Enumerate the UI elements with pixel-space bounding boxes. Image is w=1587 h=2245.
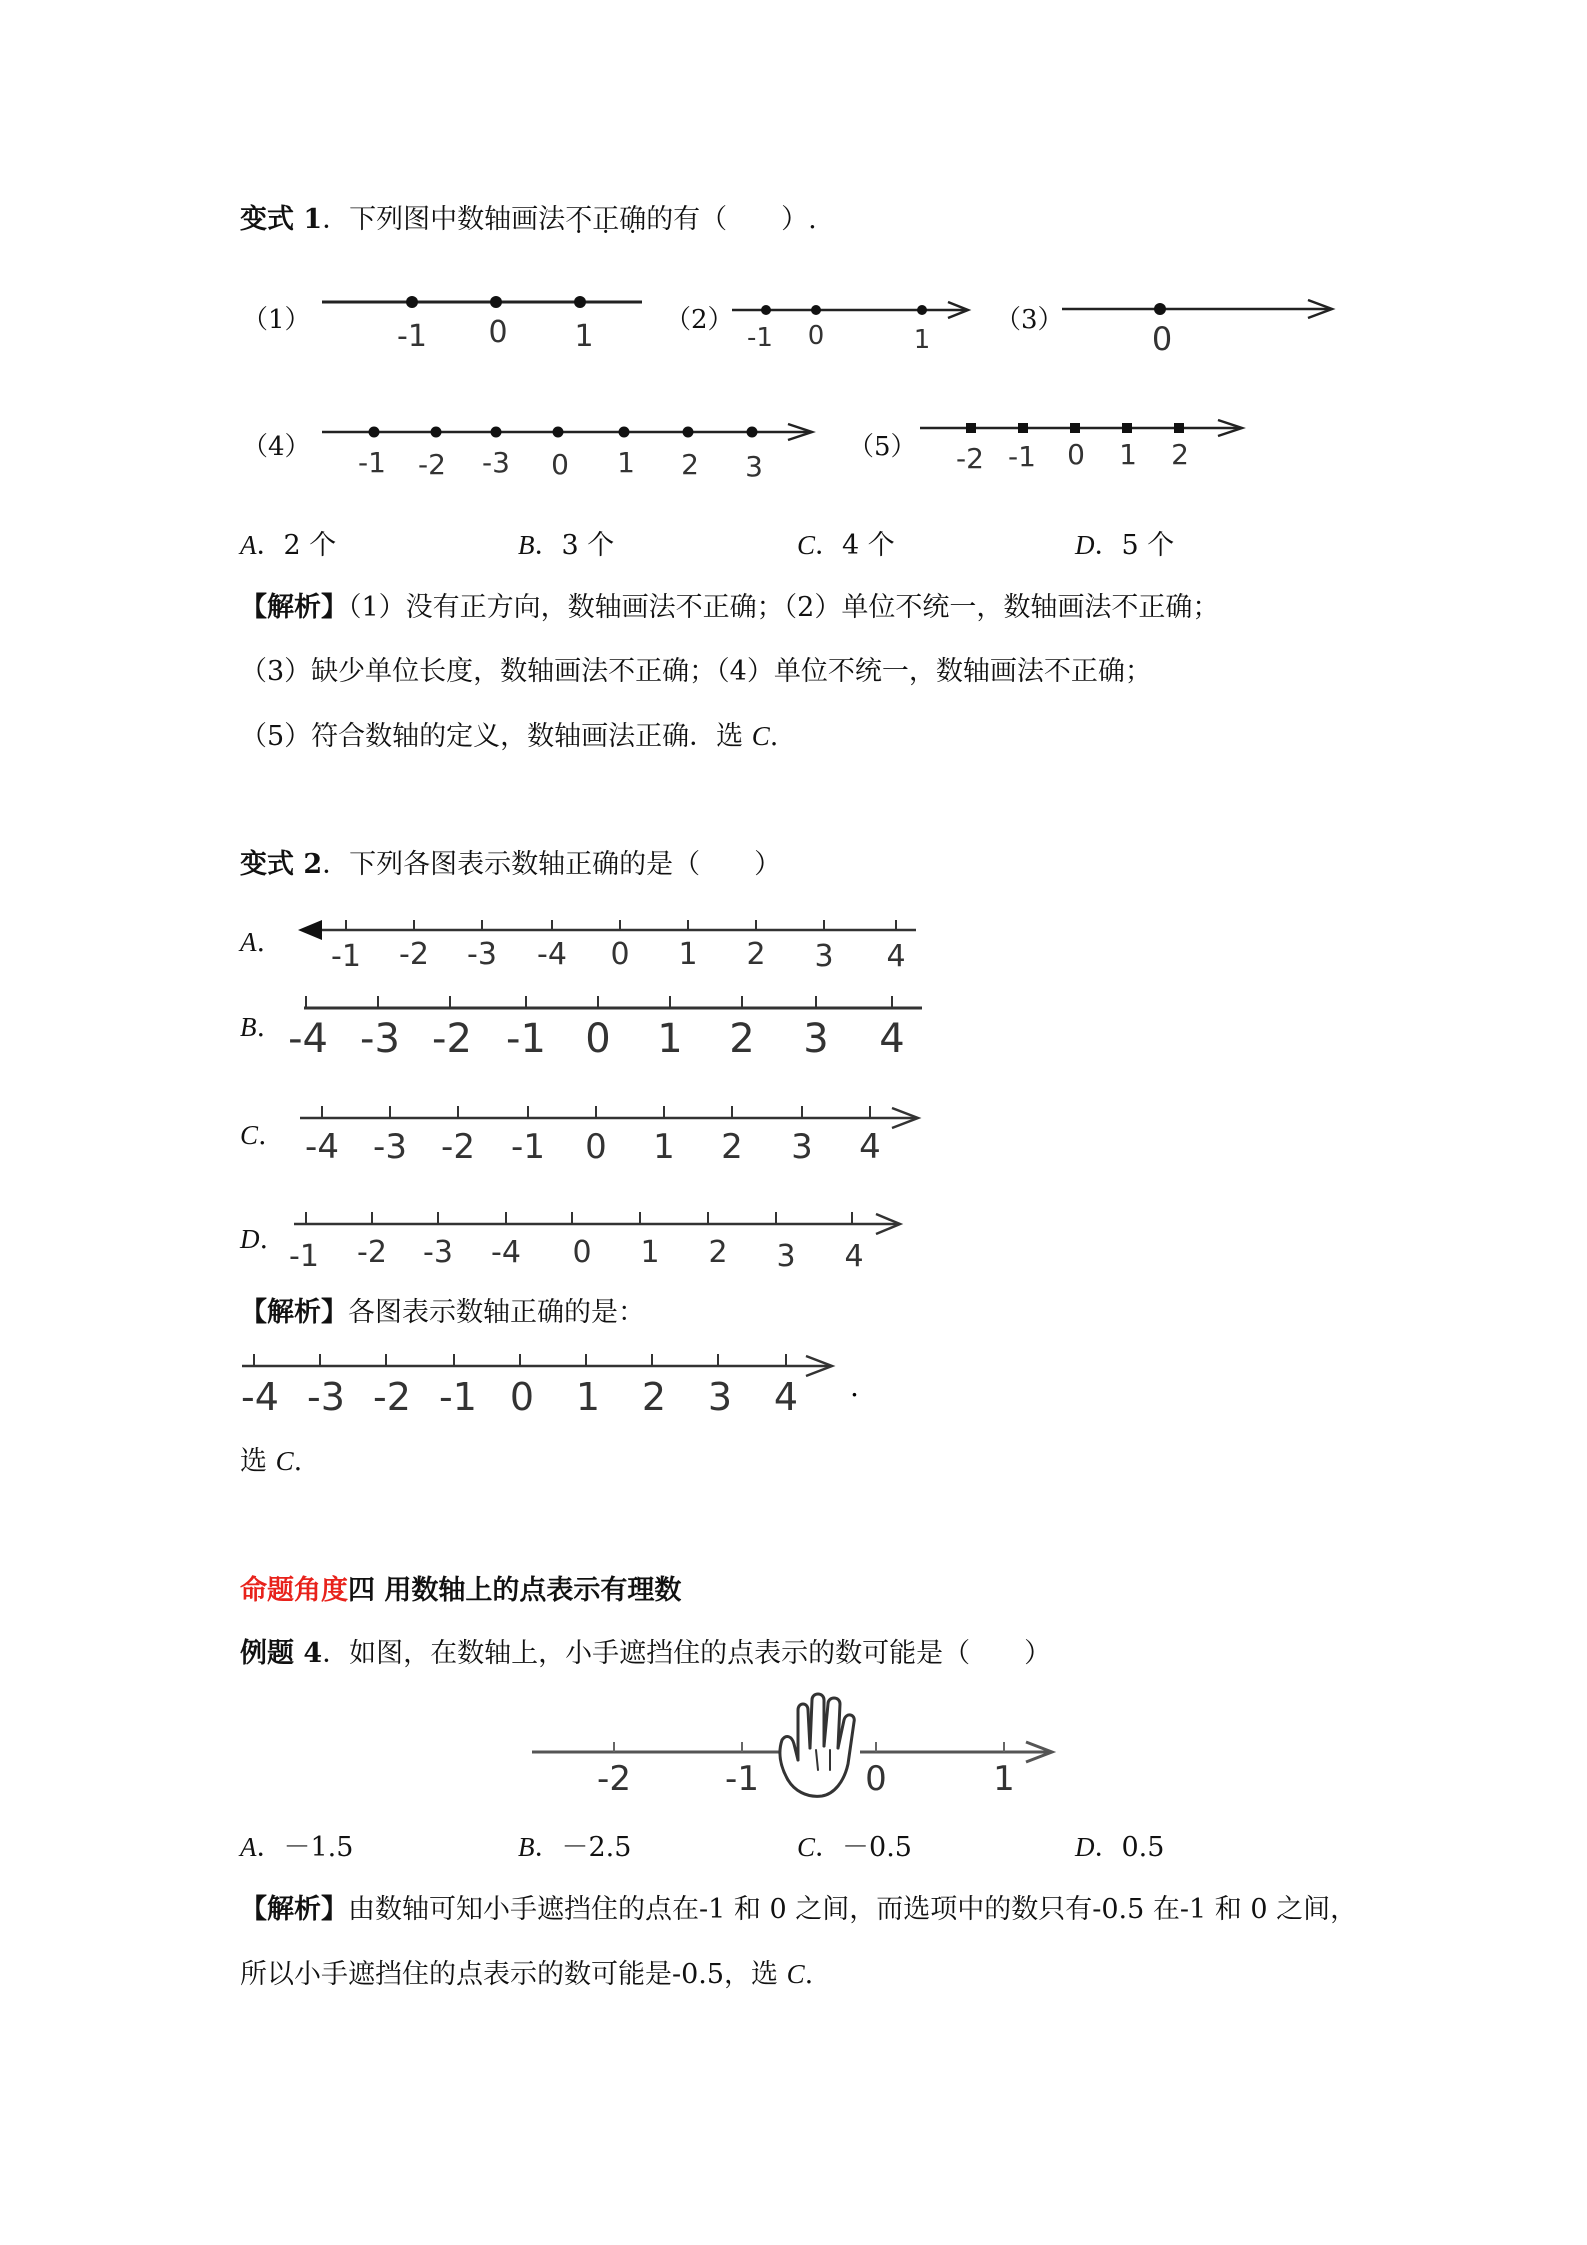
left-arrow	[298, 920, 322, 940]
tick-label: 4	[844, 1239, 864, 1274]
q3-option-text: ．－0.5	[815, 1832, 912, 1863]
q2-option-d-number-line	[290, 1200, 910, 1272]
q3-option-a	[240, 1830, 353, 1865]
q3-analysis-end: .	[804, 1959, 814, 1990]
q3-text: ．如图，在数轴上，小手遮挡住的点表示的数可能是（ ）	[322, 1638, 1052, 1669]
fig5-point	[1174, 423, 1184, 433]
tick-label: 3	[791, 1127, 813, 1167]
tick-label: 1	[653, 1127, 675, 1167]
tick-label: -1	[725, 1759, 759, 1799]
q2-option-b-label	[240, 1010, 265, 1045]
q2-choose-end: .	[293, 1446, 303, 1477]
fig1-label: （1）	[242, 305, 311, 335]
section-title	[240, 1574, 681, 1608]
q1-text-a: ．下列图中数轴画法	[322, 204, 566, 235]
fig5-tick-label: -2	[956, 442, 984, 475]
q3-number-line-figure	[530, 1690, 1070, 1800]
q3-option-letter: D	[1075, 1832, 1095, 1862]
fig5-point	[1018, 423, 1028, 433]
fig4-tick-label: 1	[617, 446, 635, 479]
hand-icon	[780, 1694, 854, 1796]
tick-label: 0	[610, 937, 630, 972]
answer-period: .	[850, 1370, 859, 1403]
q3-analysis-line-2	[240, 1957, 813, 1992]
q1-emph-1: 不	[565, 204, 593, 235]
q1-option-letter: A	[240, 530, 257, 560]
tick-label: 1	[657, 1016, 683, 1062]
q1-emph-3: 确	[619, 204, 647, 235]
fig5-tick-label: 2	[1171, 438, 1189, 471]
tick-label: -2	[597, 1759, 631, 1799]
q1-answer-letter: C	[751, 721, 770, 751]
ticks	[306, 1212, 852, 1224]
q3-option-text: ．－2.5	[534, 1832, 632, 1863]
q3-option-c	[797, 1830, 912, 1865]
ticks	[306, 996, 892, 1008]
fig5-number-line	[918, 416, 1248, 478]
q1-analysis-line-3	[240, 719, 778, 754]
ticks	[254, 1354, 786, 1366]
tick-label: 2	[641, 1375, 667, 1419]
fig2-tick-label: 1	[913, 325, 931, 355]
fig3-number-line	[1060, 296, 1340, 360]
q2-choose	[240, 1444, 302, 1479]
tick-label: -3	[360, 1016, 400, 1062]
q2-option-a-label	[240, 925, 265, 960]
q3-analysis-text-1: 由数轴可知小手遮挡住的点在-1 和 0 之间，而选项中的数只有-0.5 在-1 和 0 之间，	[348, 1894, 1358, 1925]
fig1-tick-label: 1	[574, 319, 594, 354]
q1-option-a	[240, 528, 336, 563]
section-title-rest: 四 用数轴上的点表示有理数	[348, 1575, 682, 1606]
tick-label: 0	[865, 1759, 887, 1799]
fig3-tick-label: 0	[1151, 320, 1173, 358]
q1-analysis-text-1: （1）没有正方向，数轴画法不正确；（2）单位不统一，数轴画法不正确；	[348, 592, 1220, 623]
q1-option-b	[518, 528, 614, 563]
fig4-tick-label: -2	[418, 448, 446, 481]
q2-analysis-text: 各图表示数轴正确的是：	[348, 1297, 645, 1328]
fig4-label: （4）	[242, 432, 311, 462]
tick-label: -4	[288, 1016, 328, 1062]
tick-label: -4	[491, 1235, 521, 1270]
tick-label: -4	[241, 1375, 279, 1419]
tick-label: -2	[441, 1127, 475, 1167]
fig3-point	[1154, 303, 1166, 315]
q2-stem	[240, 848, 781, 882]
fig4-tick-label: 3	[745, 450, 763, 483]
q2-option-a-number-line	[296, 908, 921, 978]
fig5-tick-label: 1	[1119, 438, 1137, 471]
tick-label: -4	[537, 937, 567, 972]
q3-analysis-tag: 【解析】	[240, 1894, 348, 1925]
tick-label: -1	[506, 1016, 546, 1062]
fig4-point	[553, 427, 564, 438]
fig5-tick-label: 0	[1067, 438, 1085, 471]
q2-option-suffix: .	[259, 1224, 269, 1255]
q2-choose-text: 选	[240, 1446, 276, 1477]
fig2-label: （2）	[665, 305, 734, 335]
q1-analysis-text-3: （5）符合数轴的定义，数轴画法正确．选	[240, 721, 752, 752]
fig4-point	[747, 427, 758, 438]
q1-analysis-line-1	[240, 591, 1219, 625]
q2-answer-number-line	[240, 1342, 860, 1422]
fig5-label: （5）	[848, 432, 917, 462]
q2-option-d-label	[240, 1222, 268, 1257]
q1-emph-2: 正	[592, 204, 620, 235]
fig5-point	[1122, 423, 1132, 433]
fig4-number-line	[320, 420, 820, 482]
q2-option-suffix: .	[256, 927, 266, 958]
q1-option-text: ．4 个	[815, 530, 895, 561]
q1-text-b: 的有（ ）.	[646, 204, 817, 235]
tick-label: 2	[708, 1235, 728, 1270]
q2-option-suffix: .	[258, 1120, 267, 1151]
q1-analysis-line-2: （3）缺少单位长度，数轴画法不正确；（4）单位不统一，数轴画法不正确；	[240, 656, 1152, 687]
ticks	[346, 920, 896, 930]
tick-label: 3	[814, 939, 834, 974]
q1-option-letter: D	[1075, 530, 1095, 560]
q1-option-text: ．3 个	[534, 530, 615, 561]
fig2-tick-label: 0	[807, 321, 825, 351]
q2-head: 变式 2	[240, 849, 323, 880]
q2-option-letter: D	[240, 1224, 260, 1254]
tick-label: 4	[886, 939, 906, 974]
tick-label: -1	[331, 939, 361, 974]
q1-analysis-tag: 【解析】	[240, 592, 348, 623]
q2-option-letter: C	[240, 1120, 259, 1150]
tick-label: 2	[721, 1127, 743, 1167]
tick-label: -3	[307, 1375, 345, 1419]
tick-label: -2	[373, 1375, 411, 1419]
fig2-point	[811, 305, 821, 315]
section-title-red: 命题角度	[240, 1575, 348, 1606]
tick-label: 3	[803, 1016, 829, 1062]
q3-option-letter: C	[797, 1832, 816, 1862]
q2-option-suffix: .	[256, 1012, 266, 1043]
fig1-point	[574, 296, 586, 308]
q1-option-letter: B	[518, 530, 535, 560]
tick-label: -1	[289, 1239, 319, 1274]
fig5-tick-label: -1	[1008, 440, 1036, 473]
q1-option-d	[1075, 528, 1174, 563]
q2-option-letter: A	[240, 927, 257, 957]
q2-option-c-label	[240, 1118, 267, 1153]
q2-answer-letter: C	[275, 1446, 294, 1476]
tick-label: -3	[423, 1235, 453, 1270]
fig4-tick-label: -1	[358, 446, 386, 479]
tick-label: 4	[773, 1375, 799, 1419]
q2-analysis-line	[240, 1296, 645, 1330]
fig4-point	[431, 427, 442, 438]
q3-option-letter: B	[518, 1832, 535, 1862]
tick-label: -3	[467, 937, 497, 972]
q1-option-text: ．5 个	[1094, 530, 1175, 561]
q3-answer-letter: C	[786, 1959, 805, 1989]
fig2-point	[761, 305, 771, 315]
fig4-point	[369, 427, 380, 438]
q2-option-c-number-line	[296, 1094, 926, 1166]
q2-analysis-tag: 【解析】	[240, 1297, 348, 1328]
tick-label: 0	[509, 1375, 535, 1419]
q3-analysis-line-1	[240, 1893, 1357, 1927]
q1-option-c	[797, 528, 895, 563]
q1-analysis-end: .	[769, 721, 779, 752]
tick-label: 2	[746, 937, 766, 972]
q1-stem	[240, 203, 817, 237]
fig2-number-line	[730, 298, 980, 358]
tick-label: 1	[993, 1759, 1015, 1799]
fig4-tick-label: 0	[551, 448, 569, 481]
ticks	[322, 1106, 870, 1118]
fig4-point	[619, 427, 630, 438]
q3-option-b	[518, 1830, 631, 1865]
fig1-point	[490, 296, 502, 308]
tick-label: 4	[859, 1127, 881, 1167]
q3-option-text: ．－1.5	[256, 1832, 354, 1863]
tick-label: -1	[439, 1375, 477, 1419]
fig5-point	[966, 423, 976, 433]
fig2-point	[917, 305, 927, 315]
tick-label: -2	[399, 937, 429, 972]
fig3-label: （3）	[995, 305, 1064, 335]
fig1-number-line	[320, 290, 650, 360]
tick-label: 0	[572, 1235, 592, 1270]
q1-option-text: ．2 个	[256, 530, 337, 561]
fig1-tick-label: 0	[488, 315, 508, 350]
tick-label: -3	[373, 1127, 407, 1167]
tick-label: 3	[776, 1239, 796, 1274]
q3-analysis-text-2: 所以小手遮挡住的点表示的数可能是-0.5，选	[240, 1959, 787, 1990]
tick-label: 0	[585, 1127, 607, 1167]
fig4-point	[683, 427, 694, 438]
q2-option-b-number-line	[290, 988, 930, 1062]
fig4-point	[491, 427, 502, 438]
fig4-tick-label: 2	[681, 448, 699, 481]
tick-label: 0	[585, 1016, 611, 1062]
fig5-point	[1070, 423, 1080, 433]
q3-stem	[240, 1637, 1051, 1671]
q3-option-d	[1075, 1830, 1164, 1865]
q2-text: ．下列各图表示数轴正确的是（ ）	[322, 849, 782, 880]
fig4-tick-label: -3	[482, 446, 510, 479]
fig1-tick-label: -1	[397, 319, 427, 354]
q3-head: 例题 4	[240, 1638, 323, 1669]
q1-option-letter: C	[797, 530, 816, 560]
tick-label: 2	[729, 1016, 755, 1062]
tick-label: -2	[357, 1235, 387, 1270]
tick-label: -1	[511, 1127, 545, 1167]
q1-head: 变式 1	[240, 204, 323, 235]
fig1-point	[406, 296, 418, 308]
tick-label: 4	[879, 1016, 905, 1062]
tick-label: 3	[707, 1375, 733, 1419]
tick-label: 1	[678, 937, 698, 972]
tick-label: -2	[432, 1016, 472, 1062]
tick-label: -4	[305, 1127, 339, 1167]
q2-option-letter: B	[240, 1012, 257, 1042]
q3-option-text: ．0.5	[1094, 1832, 1165, 1863]
fig2-tick-label: -1	[747, 323, 773, 353]
q3-option-letter: A	[240, 1832, 257, 1862]
tick-label: 1	[640, 1235, 660, 1270]
tick-label: 1	[575, 1375, 601, 1419]
